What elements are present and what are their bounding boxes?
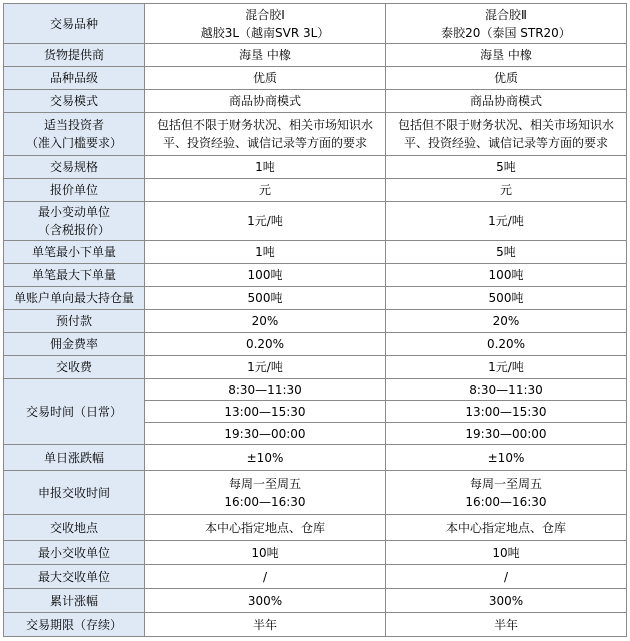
value-investor-1-line1: 包括但不限于财务状况、相关市场知识水 xyxy=(156,118,373,132)
row-min-order xyxy=(4,241,627,264)
label-tick-line1: 最小变动单位 xyxy=(37,205,110,219)
row-trading-hours-1 xyxy=(4,379,627,401)
label-tick-line2: （含税报价） xyxy=(37,223,110,237)
row-delivery-place xyxy=(4,515,627,541)
value-delivery-time-1 xyxy=(145,471,386,515)
row-min-delivery xyxy=(4,541,627,565)
value-delivery-place-2: 本中心指定地点、仓库 xyxy=(386,515,627,541)
label-delivery-place: 交收地点 xyxy=(4,515,145,541)
row-price-limit xyxy=(4,445,627,471)
value-max-order-2: 100吨 xyxy=(386,264,627,287)
row-quote-unit xyxy=(4,179,627,202)
value-spec-2: 5吨 xyxy=(386,156,627,179)
row-investor xyxy=(4,113,627,156)
row-prepay xyxy=(4,310,627,333)
row-term xyxy=(4,613,627,637)
product-1-desc: 越胶3L（越南SVR 3L） xyxy=(200,25,330,40)
value-session-1-a: 8:30—11:30 xyxy=(145,379,386,401)
value-spec-1: 1吨 xyxy=(145,156,386,179)
label-term: 交易期限（存续） xyxy=(4,613,145,637)
value-supplier-2: 海垦 中橡 xyxy=(386,44,627,67)
value-max-delivery-1: / xyxy=(145,565,386,589)
value-session-2-b: 13:00—15:30 xyxy=(386,401,627,423)
value-delivery-time-1-hours: 16:00—16:30 xyxy=(224,494,306,509)
value-cumulative-limit-2: 300% xyxy=(386,589,627,613)
label-supplier: 货物提供商 xyxy=(4,44,145,67)
row-delivery-time xyxy=(4,471,627,515)
value-session-1-b: 8:30—11:30 xyxy=(386,379,627,401)
value-min-order-1: 1吨 xyxy=(145,241,386,264)
value-prepay-2: 20% xyxy=(386,310,627,333)
product-1 xyxy=(145,4,386,44)
label-tick xyxy=(4,202,145,241)
row-product xyxy=(4,4,627,44)
value-delivery-time-2-days: 每周一至周五 xyxy=(469,476,542,491)
product-2 xyxy=(386,4,627,44)
value-price-limit-2: ±10% xyxy=(386,445,627,471)
row-max-order xyxy=(4,264,627,287)
value-cumulative-limit-1: 300% xyxy=(145,589,386,613)
spec-table xyxy=(3,3,627,637)
value-tick-1: 1元/吨 xyxy=(145,202,386,241)
label-investor xyxy=(4,113,145,156)
value-session-2-a: 13:00—15:30 xyxy=(145,401,386,423)
product-2-desc: 泰胶20（泰国 STR20） xyxy=(441,25,571,40)
label-max-position: 单账户单向最大持仓量 xyxy=(4,287,145,310)
label-price-limit: 单日涨跌幅 xyxy=(4,445,145,471)
label-investor-line2: （准入门槛要求） xyxy=(25,136,122,150)
row-cumulative-limit xyxy=(4,589,627,613)
label-quote-unit: 报价单位 xyxy=(4,179,145,202)
label-trading-hours: 交易时间（日常） xyxy=(4,379,145,445)
value-investor-2-line2: 平、投资经验、诚信记录等方面的要求 xyxy=(403,136,608,150)
value-investor-2-line1: 包括但不限于财务状况、相关市场知识水 xyxy=(397,118,614,132)
value-min-delivery-2: 10吨 xyxy=(386,541,627,565)
value-investor-2 xyxy=(386,113,627,156)
value-term-1: 半年 xyxy=(145,613,386,637)
value-delivery-fee-1: 1元/吨 xyxy=(145,356,386,379)
label-grade: 品种品级 xyxy=(4,67,145,90)
row-grade xyxy=(4,67,627,90)
row-spec xyxy=(4,156,627,179)
label-investor-line1: 适当投资者 xyxy=(43,118,104,132)
value-quote-unit-2: 元 xyxy=(386,179,627,202)
value-prepay-1: 20% xyxy=(145,310,386,333)
value-mode-2: 商品协商模式 xyxy=(386,90,627,113)
label-delivery-time: 申报交收时间 xyxy=(4,471,145,515)
value-commission-2: 0.20% xyxy=(386,333,627,356)
label-min-delivery: 最小交收单位 xyxy=(4,541,145,565)
value-session-3-b: 19:30—00:00 xyxy=(386,423,627,445)
row-mode xyxy=(4,90,627,113)
label-cumulative-limit: 累计涨幅 xyxy=(4,589,145,613)
value-supplier-1: 海垦 中橡 xyxy=(145,44,386,67)
value-session-3-a: 19:30—00:00 xyxy=(145,423,386,445)
label-max-delivery: 最大交收单位 xyxy=(4,565,145,589)
value-delivery-fee-2: 1元/吨 xyxy=(386,356,627,379)
value-mode-1: 商品协商模式 xyxy=(145,90,386,113)
product-1-name: 混合胶Ⅰ xyxy=(245,7,285,22)
label-mode: 交易模式 xyxy=(4,90,145,113)
value-quote-unit-1: 元 xyxy=(145,179,386,202)
value-tick-2: 1元/吨 xyxy=(386,202,627,241)
value-min-order-2: 5吨 xyxy=(386,241,627,264)
value-max-position-2: 500吨 xyxy=(386,287,627,310)
value-investor-1-line2: 平、投资经验、诚信记录等方面的要求 xyxy=(162,136,367,150)
row-commission xyxy=(4,333,627,356)
row-delivery-fee xyxy=(4,356,627,379)
value-max-order-1: 100吨 xyxy=(145,264,386,287)
value-price-limit-1: ±10% xyxy=(145,445,386,471)
value-investor-1 xyxy=(145,113,386,156)
label-min-order: 单笔最小下单量 xyxy=(4,241,145,264)
product-2-name: 混合胶Ⅱ xyxy=(485,7,527,22)
value-delivery-time-2 xyxy=(386,471,627,515)
value-commission-1: 0.20% xyxy=(145,333,386,356)
value-max-delivery-2: / xyxy=(386,565,627,589)
value-min-delivery-1: 10吨 xyxy=(145,541,386,565)
label-spec: 交易规格 xyxy=(4,156,145,179)
row-max-delivery xyxy=(4,565,627,589)
value-grade-2: 优质 xyxy=(386,67,627,90)
label-prepay: 预付款 xyxy=(4,310,145,333)
value-term-2: 半年 xyxy=(386,613,627,637)
value-grade-1: 优质 xyxy=(145,67,386,90)
value-delivery-place-1: 本中心指定地点、仓库 xyxy=(145,515,386,541)
value-delivery-time-2-hours: 16:00—16:30 xyxy=(465,494,547,509)
label-product: 交易品种 xyxy=(4,4,145,44)
value-max-position-1: 500吨 xyxy=(145,287,386,310)
row-tick xyxy=(4,202,627,241)
row-max-position xyxy=(4,287,627,310)
label-delivery-fee: 交收费 xyxy=(4,356,145,379)
row-supplier xyxy=(4,44,627,67)
label-max-order: 单笔最大下单量 xyxy=(4,264,145,287)
label-commission: 佣金费率 xyxy=(4,333,145,356)
value-delivery-time-1-days: 每周一至周五 xyxy=(228,476,301,491)
